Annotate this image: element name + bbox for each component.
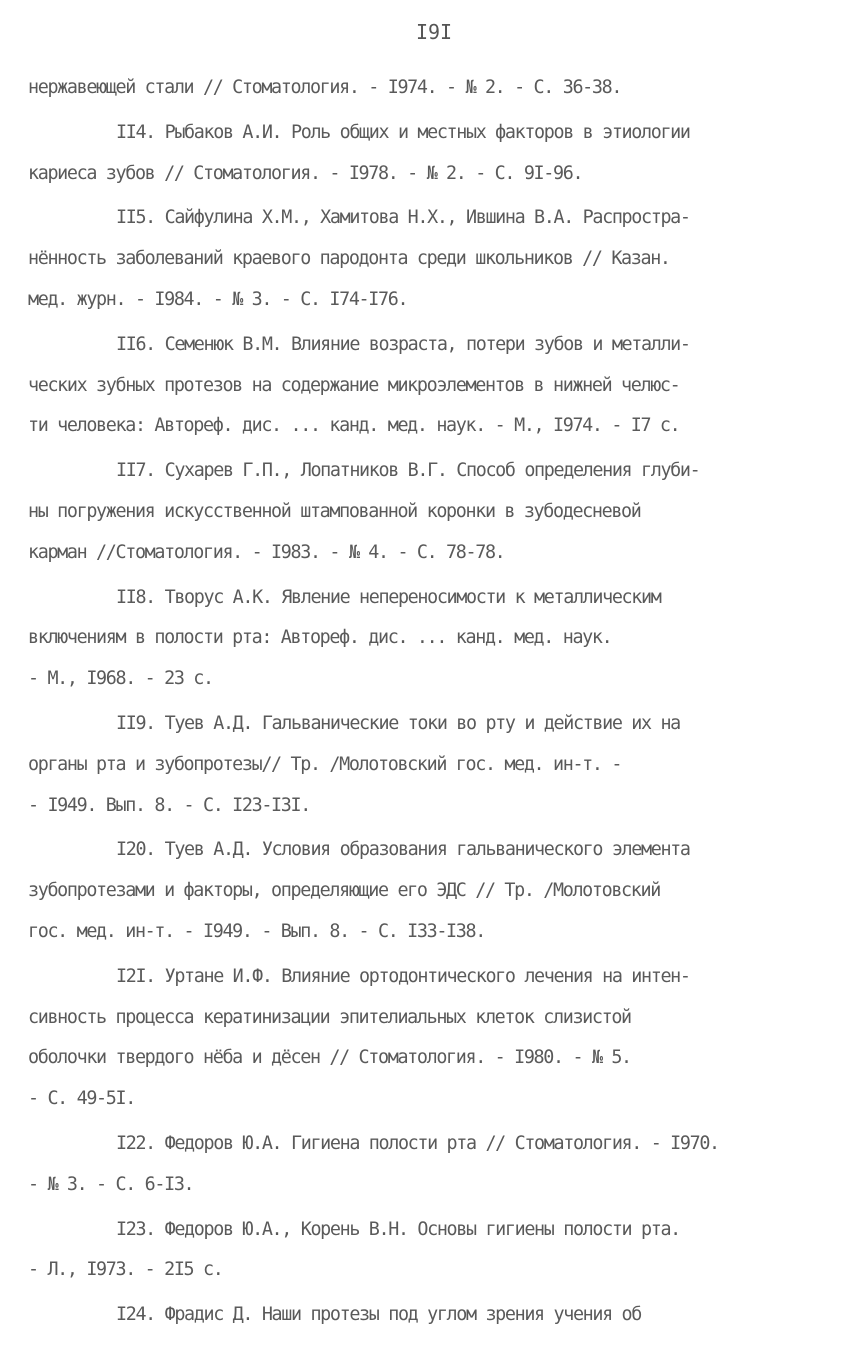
entry-line: нержавеющей стали // Стоматология. - I974. - № 2. - С. 36-38. [28, 77, 622, 98]
bibliography-entry [28, 830, 858, 952]
bibliography-entry [28, 113, 858, 195]
entry-line: нённость заболеваний краевого пародонта среди школьников // Казан. [28, 248, 670, 270]
entry-line: - I949. Вып. 8. - С. I23-I3I. [28, 794, 310, 816]
entry-line: II9. Туев А.Д. Гальванические токи во рту и действие их на [116, 712, 680, 734]
entry-line: I22. Федоров Ю.А. Гигиена полости рта // Стоматология. - I970. [116, 1132, 719, 1154]
entry-line: I20. Туев А.Д. Условия образования гальванического элемента [116, 839, 690, 861]
entry-line: ны погружения искусственной штампованной коронки в зубодесневой [28, 500, 641, 522]
bibliography-entry [28, 1124, 858, 1206]
bibliography-entry [28, 957, 858, 1120]
entry-line: карман //Стоматология. - I983. - № 4. - С. 78-78. [28, 541, 505, 563]
bibliography-entry [28, 1295, 858, 1336]
bibliography-entry [28, 325, 858, 447]
entry-line: II4. Рыбаков А.И. Роль общих и местных факторов в этиологии [116, 121, 690, 143]
bibliography-entry [28, 1210, 858, 1292]
entry-line: кариеса зубов // Стоматология. - I978. - № 2. - С. 9I-96. [28, 162, 583, 184]
entry-line: - С. 49-5I. [28, 1088, 135, 1110]
entry-line: II5. Сайфулина Х.М., Хамитова Н.Х., Ившина В.А. Распростра- [116, 207, 690, 229]
entry-line: гос. мед. ин-т. - I949. - Вып. 8. - С. I33-I38. [28, 920, 485, 942]
entry-line: включениям в полости рта: Автореф. дис. ... канд. мед. наук. [28, 627, 612, 649]
entry-line: ческих зубных протезов на содержание микроэлементов в нижней челюс- [28, 374, 680, 396]
bibliography-entry [28, 198, 858, 320]
entry-line: I2I. Уртане И.Ф. Влияние ортодонтического лечения на интен- [116, 965, 690, 987]
bibliography-entry [28, 704, 858, 826]
page-number: I9I [415, 20, 453, 44]
entry-line: - Л., I973. - 2I5 с. [28, 1259, 223, 1281]
entry-line: II7. Сухарев Г.П., Лопатников В.Г. Способ определения глуби- [116, 460, 700, 482]
entry-line: сивность процесса кератинизации эпителиальных клеток слизистой [28, 1006, 631, 1028]
entry-line: I23. Федоров Ю.А., Корень В.Н. Основы гигиены полости рта. [116, 1218, 680, 1240]
entry-line: органы рта и зубопротезы// Тр. /Молотовский гос. мед. ин-т. - [28, 753, 622, 775]
bibliography-list [28, 68, 858, 1336]
entry-line: зубопротезами и факторы, определяющие его ЭДС // Тр. /Молотовский [28, 880, 660, 902]
entry-line: - М., I968. - 23 с. [28, 668, 213, 690]
entry-line: II8. Творус А.К. Явление непереносимости к металлическим [116, 586, 661, 608]
entry-line: мед. журн. - I984. - № 3. - С. I74-I76. [28, 288, 408, 310]
bibliography-entry [28, 578, 858, 700]
entry-line: II6. Семенюк В.М. Влияние возраста, потери зубов и металли- [116, 333, 690, 355]
bibliography-entry [28, 451, 858, 573]
entry-line: I24. Фрадис Д. Наши протезы под углом зрения учения об [116, 1304, 641, 1326]
entry-line: ти человека: Автореф. дис. ... канд. мед. наук. - М., I974. - I7 с. [28, 415, 680, 437]
bibliography-entry [28, 68, 858, 109]
entry-line: оболочки твердого нёба и дёсен // Стоматология. - I980. - № 5. [28, 1047, 631, 1069]
entry-line: - № 3. - С. 6-I3. [28, 1173, 194, 1195]
